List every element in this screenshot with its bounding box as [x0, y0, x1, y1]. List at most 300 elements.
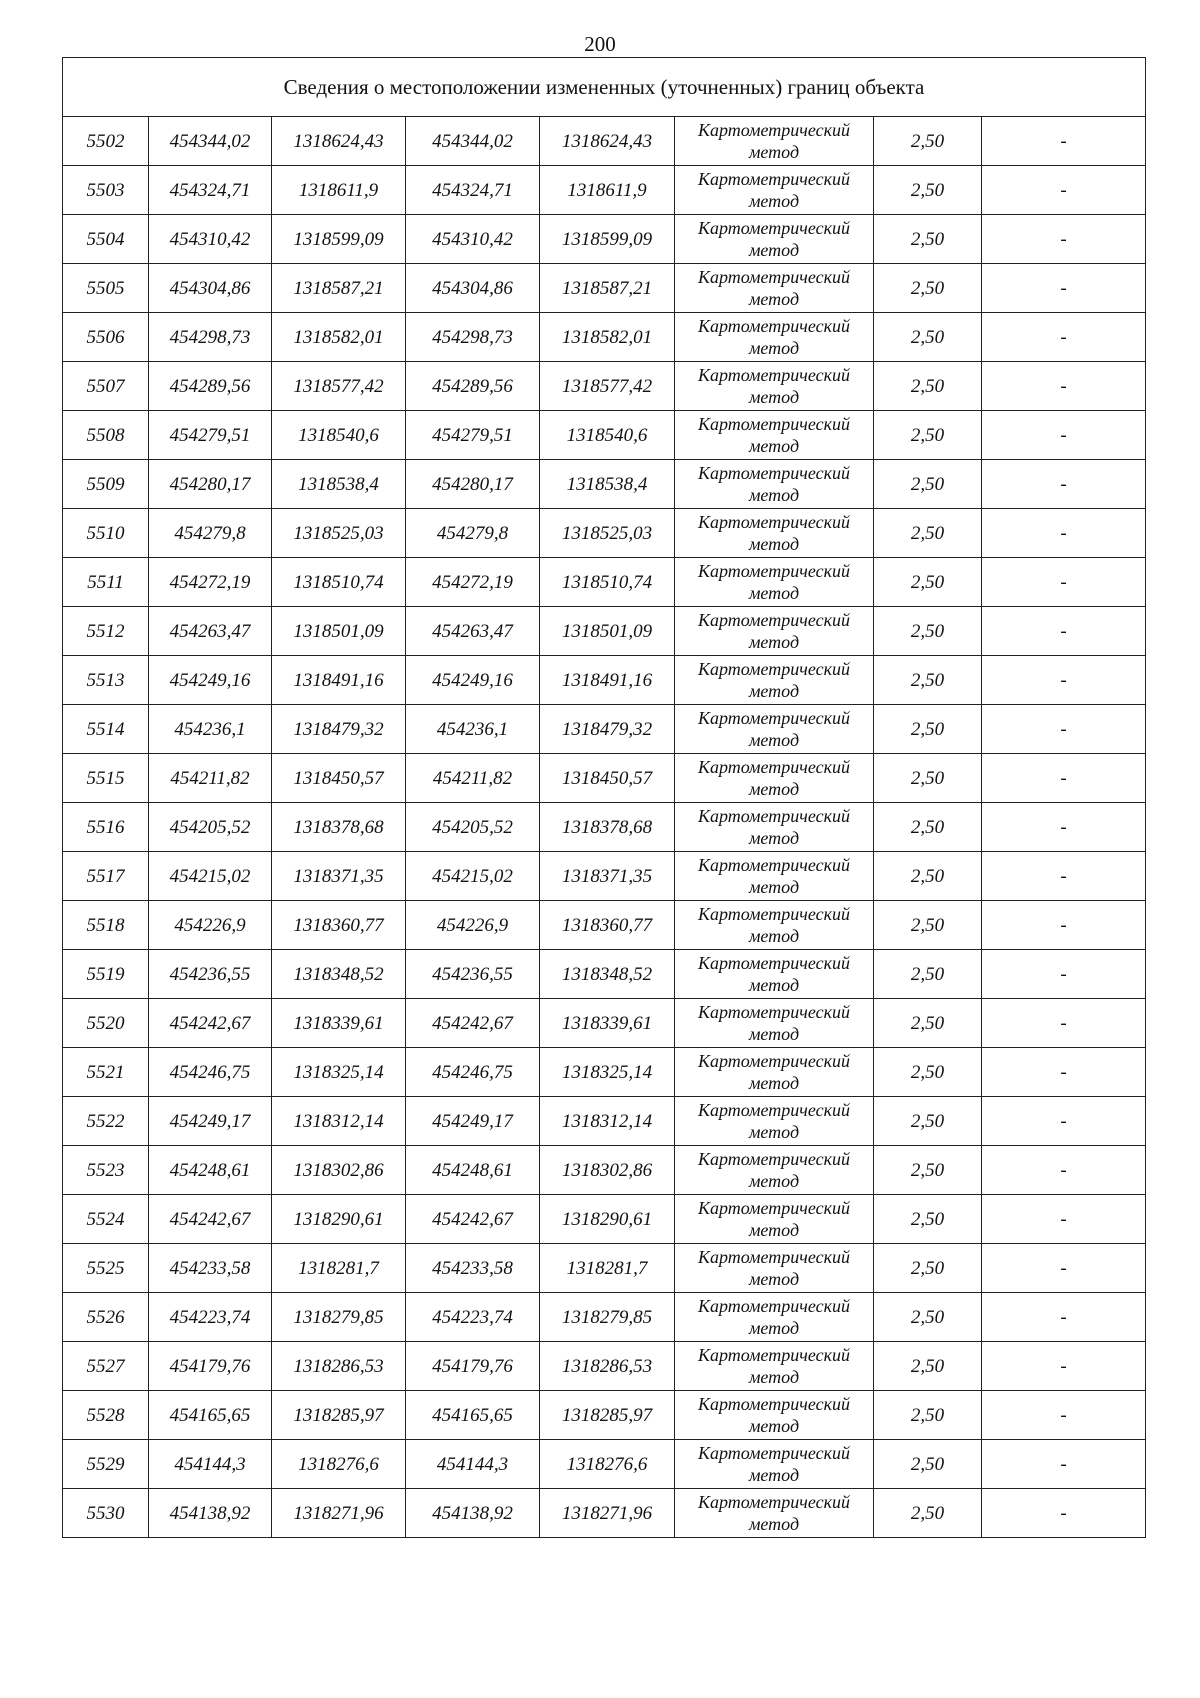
- method-cell: [675, 362, 874, 411]
- y-old-cell: 1318378,68: [272, 803, 406, 852]
- method-line-2: метод: [748, 240, 800, 260]
- method-line-2: метод: [748, 1465, 800, 1485]
- point-number-cell: 5503: [63, 166, 149, 215]
- accuracy-cell: 2,50: [874, 803, 982, 852]
- description-cell: -: [982, 362, 1146, 411]
- method-line-1: Картометрический: [697, 218, 850, 238]
- accuracy-cell: 2,50: [874, 166, 982, 215]
- method-cell: [675, 460, 874, 509]
- description-cell: -: [982, 803, 1146, 852]
- method-line-1: Картометрический: [697, 1345, 850, 1365]
- method-line-2: метод: [748, 338, 800, 358]
- table-row: [63, 852, 1146, 901]
- description-cell: -: [982, 950, 1146, 999]
- y-new-cell: 1318290,61: [540, 1195, 675, 1244]
- x-old-cell: 454144,3: [149, 1440, 272, 1489]
- table-row: [63, 950, 1146, 999]
- table-row: [63, 705, 1146, 754]
- y-old-cell: 1318348,52: [272, 950, 406, 999]
- x-old-cell: 454279,51: [149, 411, 272, 460]
- point-number-cell: 5504: [63, 215, 149, 264]
- description-cell: -: [982, 460, 1146, 509]
- description-cell: -: [982, 1097, 1146, 1146]
- table-row: [63, 264, 1146, 313]
- y-old-cell: 1318538,4: [272, 460, 406, 509]
- y-old-cell: 1318611,9: [272, 166, 406, 215]
- accuracy-cell: 2,50: [874, 754, 982, 803]
- method-line-1: Картометрический: [697, 365, 850, 385]
- method-cell: [675, 215, 874, 264]
- y-old-cell: 1318302,86: [272, 1146, 406, 1195]
- y-new-cell: 1318540,6: [540, 411, 675, 460]
- method-line-2: метод: [748, 436, 800, 456]
- x-new-cell: 454223,74: [406, 1293, 540, 1342]
- method-line-1: Картометрический: [697, 855, 850, 875]
- table-row: [63, 362, 1146, 411]
- y-old-cell: 1318276,6: [272, 1440, 406, 1489]
- point-number-cell: 5516: [63, 803, 149, 852]
- method-line-2: метод: [748, 1220, 800, 1240]
- table-row: [63, 1342, 1146, 1391]
- accuracy-cell: 2,50: [874, 950, 982, 999]
- x-old-cell: 454226,9: [149, 901, 272, 950]
- x-old-cell: 454310,42: [149, 215, 272, 264]
- y-old-cell: 1318540,6: [272, 411, 406, 460]
- method-line-1: Картометрический: [697, 1443, 850, 1463]
- description-cell: -: [982, 558, 1146, 607]
- x-old-cell: 454248,61: [149, 1146, 272, 1195]
- y-new-cell: 1318450,57: [540, 754, 675, 803]
- x-new-cell: 454248,61: [406, 1146, 540, 1195]
- accuracy-cell: 2,50: [874, 1097, 982, 1146]
- method-line-2: метод: [748, 1269, 800, 1289]
- x-new-cell: 454226,9: [406, 901, 540, 950]
- point-number-cell: 5527: [63, 1342, 149, 1391]
- y-new-cell: 1318510,74: [540, 558, 675, 607]
- x-new-cell: 454236,55: [406, 950, 540, 999]
- x-new-cell: 454272,19: [406, 558, 540, 607]
- x-old-cell: 454289,56: [149, 362, 272, 411]
- y-old-cell: 1318286,53: [272, 1342, 406, 1391]
- y-old-cell: 1318624,43: [272, 117, 406, 166]
- point-number-cell: 5505: [63, 264, 149, 313]
- method-line-2: метод: [748, 632, 800, 652]
- accuracy-cell: 2,50: [874, 1244, 982, 1293]
- y-old-cell: 1318339,61: [272, 999, 406, 1048]
- table-row: [63, 1195, 1146, 1244]
- method-cell: [675, 901, 874, 950]
- method-line-1: Картометрический: [697, 708, 850, 728]
- y-new-cell: 1318271,96: [540, 1489, 675, 1538]
- page-number: 200: [584, 32, 616, 56]
- y-new-cell: 1318281,7: [540, 1244, 675, 1293]
- method-line-2: метод: [748, 1514, 800, 1534]
- table-row: [63, 1391, 1146, 1440]
- method-cell: [675, 1097, 874, 1146]
- description-cell: -: [982, 1489, 1146, 1538]
- method-line-2: метод: [748, 975, 800, 995]
- method-line-1: Картометрический: [697, 1492, 850, 1512]
- point-number-cell: 5529: [63, 1440, 149, 1489]
- method-line-2: метод: [748, 926, 800, 946]
- y-new-cell: 1318276,6: [540, 1440, 675, 1489]
- accuracy-cell: 2,50: [874, 362, 982, 411]
- accuracy-cell: 2,50: [874, 1146, 982, 1195]
- point-number-cell: 5520: [63, 999, 149, 1048]
- method-cell: [675, 1440, 874, 1489]
- description-cell: -: [982, 264, 1146, 313]
- table-row: [63, 607, 1146, 656]
- method-line-1: Картометрический: [697, 1247, 850, 1267]
- method-cell: [675, 1489, 874, 1538]
- point-number-cell: 5510: [63, 509, 149, 558]
- accuracy-cell: 2,50: [874, 313, 982, 362]
- accuracy-cell: 2,50: [874, 1391, 982, 1440]
- x-new-cell: 454233,58: [406, 1244, 540, 1293]
- description-cell: -: [982, 1195, 1146, 1244]
- method-cell: [675, 1391, 874, 1440]
- y-new-cell: 1318538,4: [540, 460, 675, 509]
- x-new-cell: 454236,1: [406, 705, 540, 754]
- method-line-1: Картометрический: [697, 610, 850, 630]
- y-new-cell: 1318582,01: [540, 313, 675, 362]
- accuracy-cell: 2,50: [874, 460, 982, 509]
- y-new-cell: 1318279,85: [540, 1293, 675, 1342]
- accuracy-cell: 2,50: [874, 852, 982, 901]
- method-cell: [675, 852, 874, 901]
- method-line-2: метод: [748, 1318, 800, 1338]
- y-new-cell: 1318371,35: [540, 852, 675, 901]
- method-line-1: Картометрический: [697, 414, 850, 434]
- method-line-1: Картометрический: [697, 512, 850, 532]
- x-new-cell: 454205,52: [406, 803, 540, 852]
- y-old-cell: 1318587,21: [272, 264, 406, 313]
- accuracy-cell: 2,50: [874, 705, 982, 754]
- method-cell: [675, 117, 874, 166]
- x-new-cell: 454298,73: [406, 313, 540, 362]
- y-new-cell: 1318577,42: [540, 362, 675, 411]
- x-old-cell: 454211,82: [149, 754, 272, 803]
- table-row: [63, 1440, 1146, 1489]
- x-old-cell: 454344,02: [149, 117, 272, 166]
- x-old-cell: 454236,55: [149, 950, 272, 999]
- method-line-2: метод: [748, 289, 800, 309]
- x-old-cell: 454165,65: [149, 1391, 272, 1440]
- accuracy-cell: 2,50: [874, 607, 982, 656]
- table-row: [63, 558, 1146, 607]
- method-cell: [675, 1244, 874, 1293]
- y-old-cell: 1318285,97: [272, 1391, 406, 1440]
- method-cell: [675, 656, 874, 705]
- y-new-cell: 1318325,14: [540, 1048, 675, 1097]
- description-cell: -: [982, 411, 1146, 460]
- description-cell: -: [982, 117, 1146, 166]
- method-line-2: метод: [748, 485, 800, 505]
- x-old-cell: 454138,92: [149, 1489, 272, 1538]
- method-line-1: Картометрический: [697, 1394, 850, 1414]
- method-cell: [675, 264, 874, 313]
- method-line-2: метод: [748, 1073, 800, 1093]
- point-number-cell: 5518: [63, 901, 149, 950]
- y-new-cell: 1318339,61: [540, 999, 675, 1048]
- description-cell: -: [982, 607, 1146, 656]
- accuracy-cell: 2,50: [874, 1293, 982, 1342]
- x-old-cell: 454263,47: [149, 607, 272, 656]
- accuracy-cell: 2,50: [874, 1195, 982, 1244]
- accuracy-cell: 2,50: [874, 1048, 982, 1097]
- x-old-cell: 454233,58: [149, 1244, 272, 1293]
- y-old-cell: 1318501,09: [272, 607, 406, 656]
- description-cell: -: [982, 509, 1146, 558]
- description-cell: -: [982, 1342, 1146, 1391]
- table-title: Сведения о местоположении измененных (уточненных) границ объекта: [63, 58, 1146, 117]
- method-line-1: Картометрический: [697, 806, 850, 826]
- y-old-cell: 1318271,96: [272, 1489, 406, 1538]
- method-line-2: метод: [748, 828, 800, 848]
- y-old-cell: 1318450,57: [272, 754, 406, 803]
- table-row: [63, 117, 1146, 166]
- y-new-cell: 1318525,03: [540, 509, 675, 558]
- point-number-cell: 5526: [63, 1293, 149, 1342]
- point-number-cell: 5528: [63, 1391, 149, 1440]
- y-old-cell: 1318479,32: [272, 705, 406, 754]
- x-new-cell: 454280,17: [406, 460, 540, 509]
- x-old-cell: 454298,73: [149, 313, 272, 362]
- method-line-2: метод: [748, 142, 800, 162]
- accuracy-cell: 2,50: [874, 117, 982, 166]
- point-number-cell: 5502: [63, 117, 149, 166]
- x-new-cell: 454179,76: [406, 1342, 540, 1391]
- table-row: [63, 1048, 1146, 1097]
- method-line-1: Картометрический: [697, 757, 850, 777]
- accuracy-cell: 2,50: [874, 999, 982, 1048]
- y-old-cell: 1318525,03: [272, 509, 406, 558]
- x-new-cell: 454165,65: [406, 1391, 540, 1440]
- table-body: [63, 117, 1146, 1538]
- method-cell: [675, 1146, 874, 1195]
- method-cell: [675, 1048, 874, 1097]
- method-line-1: Картометрический: [697, 561, 850, 581]
- table-row: [63, 1097, 1146, 1146]
- y-old-cell: 1318582,01: [272, 313, 406, 362]
- method-cell: [675, 1195, 874, 1244]
- x-old-cell: 454179,76: [149, 1342, 272, 1391]
- description-cell: -: [982, 852, 1146, 901]
- accuracy-cell: 2,50: [874, 901, 982, 950]
- point-number-cell: 5507: [63, 362, 149, 411]
- method-cell: [675, 558, 874, 607]
- x-old-cell: 454304,86: [149, 264, 272, 313]
- x-new-cell: 454289,56: [406, 362, 540, 411]
- method-line-2: метод: [748, 191, 800, 211]
- method-cell: [675, 313, 874, 362]
- method-cell: [675, 803, 874, 852]
- coordinates-table: [62, 57, 1146, 1538]
- point-number-cell: 5513: [63, 656, 149, 705]
- x-new-cell: 454249,16: [406, 656, 540, 705]
- method-cell: [675, 411, 874, 460]
- y-new-cell: 1318501,09: [540, 607, 675, 656]
- description-cell: -: [982, 754, 1146, 803]
- accuracy-cell: 2,50: [874, 264, 982, 313]
- method-line-2: метод: [748, 877, 800, 897]
- method-line-1: Картометрический: [697, 659, 850, 679]
- table-row: [63, 999, 1146, 1048]
- accuracy-cell: 2,50: [874, 1440, 982, 1489]
- table-row: [63, 1293, 1146, 1342]
- x-new-cell: 454324,71: [406, 166, 540, 215]
- description-cell: -: [982, 999, 1146, 1048]
- method-cell: [675, 166, 874, 215]
- method-line-2: метод: [748, 779, 800, 799]
- method-cell: [675, 705, 874, 754]
- method-line-2: метод: [748, 583, 800, 603]
- y-new-cell: 1318348,52: [540, 950, 675, 999]
- x-new-cell: 454310,42: [406, 215, 540, 264]
- method-line-1: Картометрический: [697, 904, 850, 924]
- x-new-cell: 454211,82: [406, 754, 540, 803]
- method-line-2: метод: [748, 534, 800, 554]
- method-line-2: метод: [748, 1367, 800, 1387]
- x-new-cell: 454263,47: [406, 607, 540, 656]
- y-old-cell: 1318491,16: [272, 656, 406, 705]
- x-old-cell: 454205,52: [149, 803, 272, 852]
- accuracy-cell: 2,50: [874, 215, 982, 264]
- method-line-1: Картометрический: [697, 316, 850, 336]
- y-new-cell: 1318360,77: [540, 901, 675, 950]
- method-cell: [675, 509, 874, 558]
- x-new-cell: 454279,51: [406, 411, 540, 460]
- y-old-cell: 1318290,61: [272, 1195, 406, 1244]
- method-line-1: Картометрический: [697, 1198, 850, 1218]
- x-old-cell: 454223,74: [149, 1293, 272, 1342]
- method-line-1: Картометрический: [697, 169, 850, 189]
- y-new-cell: 1318611,9: [540, 166, 675, 215]
- y-new-cell: 1318312,14: [540, 1097, 675, 1146]
- y-old-cell: 1318312,14: [272, 1097, 406, 1146]
- point-number-cell: 5511: [63, 558, 149, 607]
- y-old-cell: 1318577,42: [272, 362, 406, 411]
- y-new-cell: 1318302,86: [540, 1146, 675, 1195]
- point-number-cell: 5506: [63, 313, 149, 362]
- description-cell: -: [982, 1440, 1146, 1489]
- y-new-cell: 1318624,43: [540, 117, 675, 166]
- y-new-cell: 1318378,68: [540, 803, 675, 852]
- point-number-cell: 5514: [63, 705, 149, 754]
- x-old-cell: 454242,67: [149, 1195, 272, 1244]
- table-row: [63, 460, 1146, 509]
- description-cell: -: [982, 1391, 1146, 1440]
- description-cell: -: [982, 656, 1146, 705]
- accuracy-cell: 2,50: [874, 411, 982, 460]
- point-number-cell: 5515: [63, 754, 149, 803]
- x-new-cell: 454138,92: [406, 1489, 540, 1538]
- x-new-cell: 454279,8: [406, 509, 540, 558]
- method-line-1: Картометрический: [697, 1149, 850, 1169]
- accuracy-cell: 2,50: [874, 1342, 982, 1391]
- point-number-cell: 5521: [63, 1048, 149, 1097]
- table-row: [63, 1146, 1146, 1195]
- y-old-cell: 1318281,7: [272, 1244, 406, 1293]
- x-old-cell: 454280,17: [149, 460, 272, 509]
- x-old-cell: 454246,75: [149, 1048, 272, 1097]
- accuracy-cell: 2,50: [874, 1489, 982, 1538]
- table-row: [63, 509, 1146, 558]
- x-old-cell: 454236,1: [149, 705, 272, 754]
- accuracy-cell: 2,50: [874, 558, 982, 607]
- method-line-1: Картометрический: [697, 1100, 850, 1120]
- y-old-cell: 1318510,74: [272, 558, 406, 607]
- method-cell: [675, 754, 874, 803]
- method-line-1: Картометрический: [697, 120, 850, 140]
- method-line-2: метод: [748, 1416, 800, 1436]
- point-number-cell: 5508: [63, 411, 149, 460]
- method-line-2: метод: [748, 730, 800, 750]
- table-title-row: [63, 58, 1146, 117]
- y-old-cell: 1318279,85: [272, 1293, 406, 1342]
- description-cell: -: [982, 705, 1146, 754]
- method-cell: [675, 999, 874, 1048]
- point-number-cell: 5525: [63, 1244, 149, 1293]
- table-row: [63, 656, 1146, 705]
- y-new-cell: 1318286,53: [540, 1342, 675, 1391]
- method-line-1: Картометрический: [697, 1002, 850, 1022]
- y-old-cell: 1318371,35: [272, 852, 406, 901]
- x-new-cell: 454249,17: [406, 1097, 540, 1146]
- x-old-cell: 454215,02: [149, 852, 272, 901]
- description-cell: -: [982, 901, 1146, 950]
- table-row: [63, 803, 1146, 852]
- description-cell: -: [982, 313, 1146, 362]
- x-old-cell: 454279,8: [149, 509, 272, 558]
- y-new-cell: 1318599,09: [540, 215, 675, 264]
- x-old-cell: 454242,67: [149, 999, 272, 1048]
- method-line-1: Картометрический: [697, 1051, 850, 1071]
- method-cell: [675, 1293, 874, 1342]
- description-cell: -: [982, 1244, 1146, 1293]
- method-line-2: метод: [748, 1171, 800, 1191]
- x-new-cell: 454304,86: [406, 264, 540, 313]
- table-row: [63, 313, 1146, 362]
- method-line-1: Картометрический: [697, 1296, 850, 1316]
- x-new-cell: 454144,3: [406, 1440, 540, 1489]
- method-cell: [675, 1342, 874, 1391]
- description-cell: -: [982, 1146, 1146, 1195]
- point-number-cell: 5523: [63, 1146, 149, 1195]
- y-old-cell: 1318599,09: [272, 215, 406, 264]
- x-old-cell: 454249,16: [149, 656, 272, 705]
- x-old-cell: 454249,17: [149, 1097, 272, 1146]
- method-line-2: метод: [748, 387, 800, 407]
- y-old-cell: 1318360,77: [272, 901, 406, 950]
- description-cell: -: [982, 1293, 1146, 1342]
- x-new-cell: 454344,02: [406, 117, 540, 166]
- method-line-2: метод: [748, 1024, 800, 1044]
- method-line-1: Картометрический: [697, 953, 850, 973]
- accuracy-cell: 2,50: [874, 656, 982, 705]
- method-line-2: метод: [748, 681, 800, 701]
- y-new-cell: 1318587,21: [540, 264, 675, 313]
- point-number-cell: 5519: [63, 950, 149, 999]
- method-line-1: Картометрический: [697, 267, 850, 287]
- table-row: [63, 411, 1146, 460]
- x-new-cell: 454242,67: [406, 1195, 540, 1244]
- x-new-cell: 454246,75: [406, 1048, 540, 1097]
- table-row: [63, 1244, 1146, 1293]
- method-line-1: Картометрический: [697, 463, 850, 483]
- x-new-cell: 454215,02: [406, 852, 540, 901]
- table-row: [63, 215, 1146, 264]
